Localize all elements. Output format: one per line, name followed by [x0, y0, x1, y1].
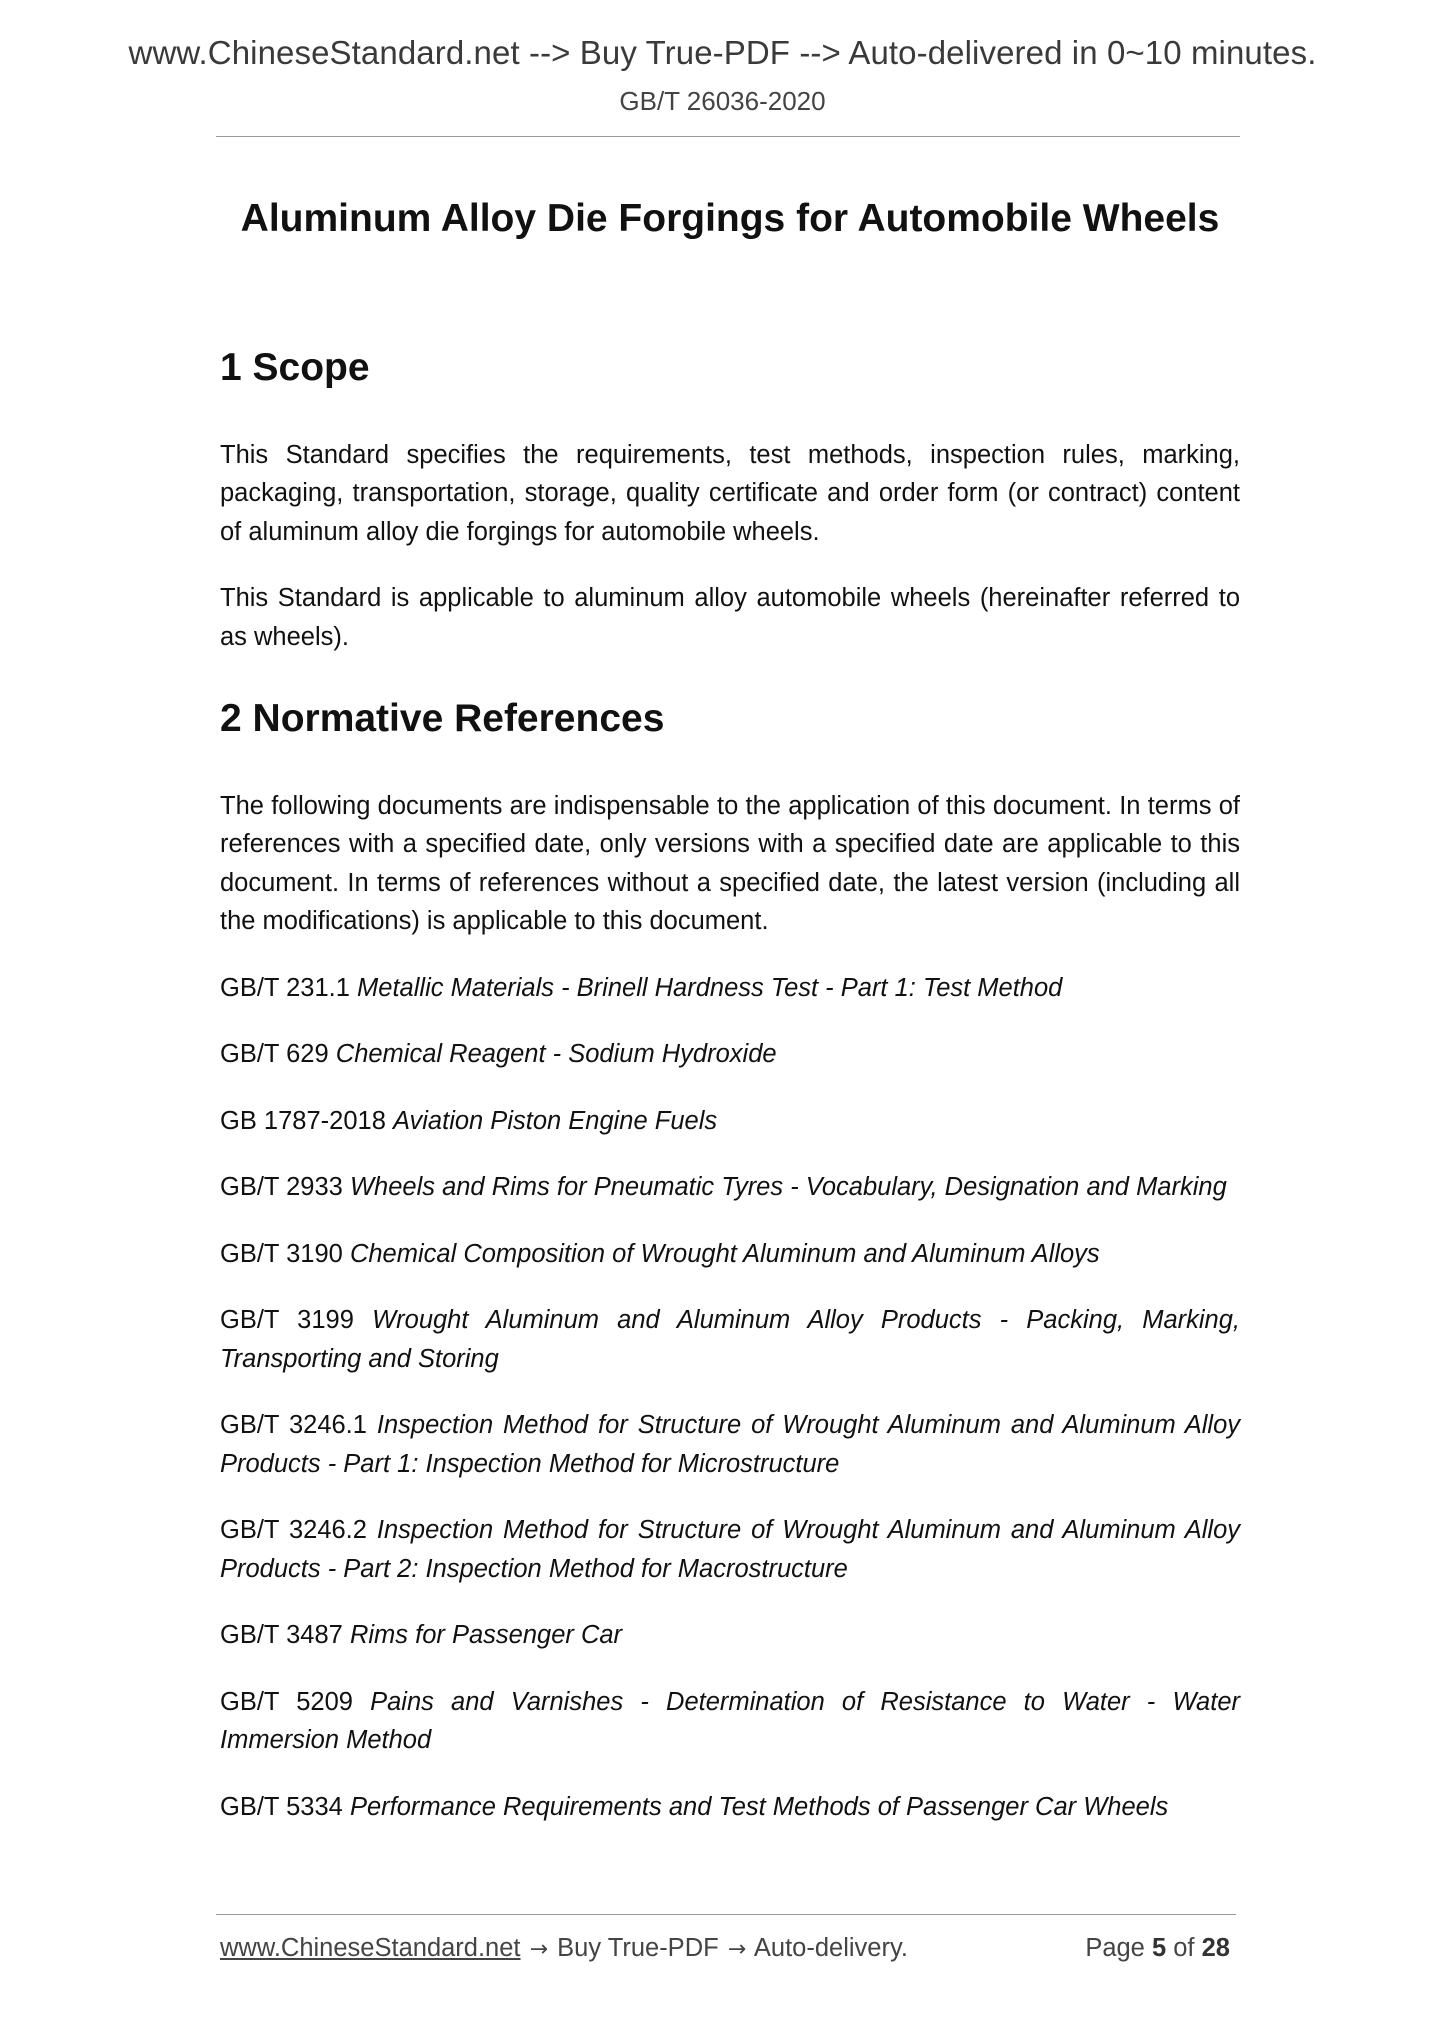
page-current: 5	[1151, 1934, 1167, 1962]
section-heading-scope: 1 Scope	[220, 345, 370, 389]
document-body	[220, 196, 1240, 1826]
reference-title: Wrought Aluminum and Aluminum Alloy Products - Packing, Marking, Transporting and Storing	[220, 1306, 1241, 1373]
reference-item	[220, 1301, 1240, 1378]
reference-item	[220, 1406, 1240, 1483]
reference-item	[220, 1168, 1240, 1207]
page-of-label: of	[1173, 1934, 1195, 1962]
document-title: Aluminum Alloy Die Forgings for Automobile Wheels	[240, 197, 1220, 240]
auto-delivery-text: Auto-delivery.	[753, 1934, 908, 1962]
reference-title: Aviation Piston Engine Fuels	[392, 1106, 718, 1135]
footer-promo	[220, 1934, 908, 1963]
reference-code: GB/T 3246.1	[220, 1411, 367, 1440]
page-label: Page	[1085, 1934, 1145, 1962]
reference-code: GB/T 3190	[220, 1239, 343, 1268]
arrow-right-icon: →	[529, 1937, 549, 1962]
buy-true-pdf-text: Buy True-PDF	[557, 1934, 719, 1962]
reference-code: GB/T 5334	[220, 1792, 343, 1821]
reference-title: Metallic Materials - Brinell Hardness Test - Part 1: Test Method	[357, 973, 1063, 1002]
reference-title: Inspection Method for Structure of Wrought Aluminum and Aluminum Alloy Products - Part 2: Inspection Method for Macrostructure	[220, 1516, 1240, 1583]
page-footer	[220, 1934, 1230, 1970]
reference-code: GB/T 3246.2	[220, 1516, 367, 1545]
footer-divider	[216, 1914, 1236, 1915]
reference-item	[220, 1616, 1240, 1655]
reference-item	[220, 1683, 1240, 1760]
reference-code: GB/T 5209	[220, 1687, 353, 1716]
header-divider	[216, 136, 1240, 137]
reference-title: Inspection Method for Structure of Wrought Aluminum and Aluminum Alloy Products - Part 1: Inspection Method for Microstructure	[220, 1411, 1240, 1478]
reference-item	[220, 1511, 1240, 1588]
website-link[interactable]: www.ChineseStandard.net	[220, 1934, 521, 1962]
reference-code: GB/T 629	[220, 1040, 329, 1069]
reference-item	[220, 1235, 1240, 1274]
reference-title: Performance Requirements and Test Methods of Passenger Car Wheels	[349, 1792, 1169, 1821]
reference-title: Rims for Passenger Car	[349, 1621, 623, 1650]
reference-title: Wheels and Rims for Pneumatic Tyres - Vocabulary, Designation and Marking	[349, 1173, 1227, 1202]
section-heading-normative-references: 2 Normative References	[220, 697, 665, 741]
reference-title: Chemical Composition of Wrought Aluminum and Aluminum Alloys	[349, 1239, 1100, 1268]
reference-item	[220, 969, 1240, 1008]
reference-code: GB/T 2933	[220, 1173, 343, 1202]
scope-paragraph: This Standard specifies the requirements, test methods, inspection rules, marking, packaging, transportation, storage, quality certificate and order form (or contract) content of aluminum alloy die forgings for automobile wheels.	[220, 440, 1240, 546]
reference-title: Pains and Varnishes - Determination of Resistance to Water - Water Immersion Method	[220, 1687, 1240, 1755]
reference-code: GB/T 3199	[220, 1306, 354, 1335]
reference-item	[220, 1788, 1240, 1827]
page-total: 28	[1201, 1934, 1230, 1962]
standard-code: GB/T 26036-2020	[619, 86, 826, 116]
reference-code: GB 1787-2018	[220, 1106, 386, 1135]
arrow-right-icon: →	[727, 1937, 747, 1962]
reference-item	[220, 1102, 1240, 1141]
references-intro-paragraph: The following documents are indispensable to the application of this document. In terms of references with a specified date, only versions with a specified date are applicable to this document. In terms of references without a specified date, the latest version (including all the modifications) is applicable to this document.	[220, 791, 1240, 936]
header-banner: www.ChineseStandard.net --> Buy True-PDF --> Auto-delivered in 0~10 minutes.	[128, 34, 1317, 71]
page-number	[1085, 1934, 1230, 1963]
reference-code: GB/T 231.1	[220, 973, 350, 1002]
reference-code: GB/T 3487	[220, 1621, 343, 1650]
reference-item	[220, 1035, 1240, 1074]
reference-title: Chemical Reagent - Sodium Hydroxide	[335, 1040, 777, 1069]
scope-paragraph: This Standard is applicable to aluminum alloy automobile wheels (hereinafter referred to as wheels).	[220, 584, 1240, 651]
